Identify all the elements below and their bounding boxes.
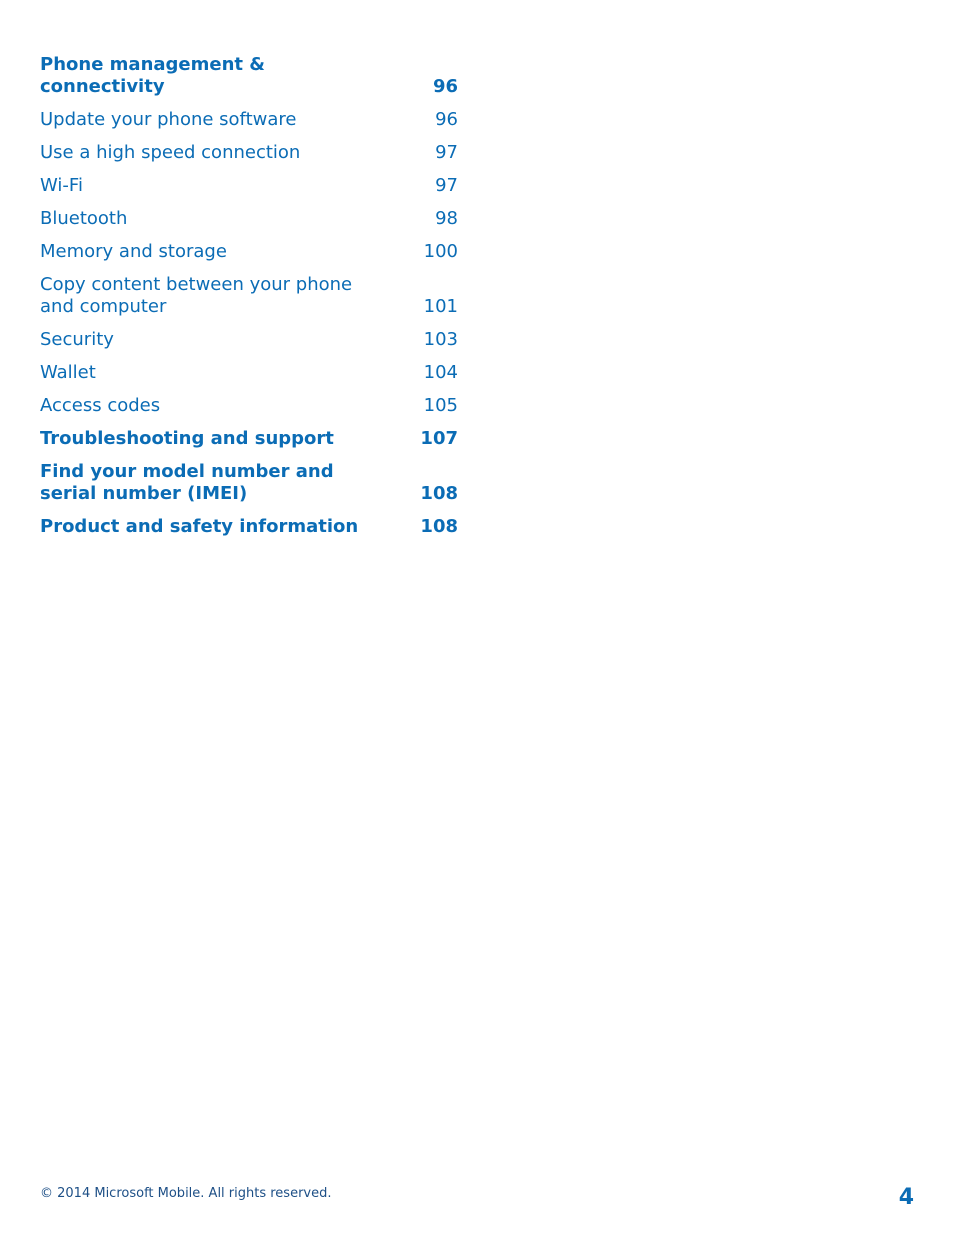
- page-number: 4: [898, 1185, 914, 1210]
- toc-entry-wallet[interactable]: [40, 362, 458, 395]
- toc-entry-troubleshooting[interactable]: [40, 428, 458, 461]
- toc-entry-title: Bluetooth: [40, 208, 128, 229]
- toc-entry-bluetooth[interactable]: [40, 208, 458, 241]
- footer-copyright: © 2014 Microsoft Mobile. All rights reserved.: [40, 1186, 332, 1201]
- toc-entry-title: Update your phone software: [40, 109, 297, 130]
- toc-entry-product-safety[interactable]: [40, 516, 458, 549]
- toc-entry-phone-management[interactable]: [40, 54, 458, 109]
- toc-entry-wifi[interactable]: [40, 175, 458, 208]
- toc-entry-title: Wi-Fi: [40, 175, 83, 196]
- toc-entry-high-speed-connection[interactable]: [40, 142, 458, 175]
- toc-entry-page: 103: [423, 329, 458, 350]
- toc-entry-title: Access codes: [40, 395, 161, 416]
- toc-entry-title: Copy content between your phone and computer: [40, 274, 353, 317]
- toc-entry-title: Troubleshooting and support: [40, 428, 334, 449]
- toc-entry-access-codes[interactable]: [40, 395, 458, 428]
- toc-entry-title: Find your model number and serial number (IMEI): [40, 461, 334, 504]
- toc-entry-page: 96: [435, 109, 458, 130]
- toc-entry-title: Memory and storage: [40, 241, 227, 262]
- toc-entry-page: 96: [432, 76, 458, 97]
- toc-entry-page: 108: [420, 483, 458, 504]
- toc-entry-page: 105: [423, 395, 458, 416]
- toc-entry-page: 97: [435, 142, 458, 163]
- toc-entry-model-number[interactable]: [40, 461, 458, 516]
- toc-entry-page: 98: [435, 208, 458, 229]
- toc-entry-page: 108: [420, 516, 458, 537]
- toc-entry-memory-storage[interactable]: [40, 241, 458, 274]
- toc-entry-title: Wallet: [40, 362, 96, 383]
- toc-entry-page: 97: [435, 175, 458, 196]
- toc-entry-page: 100: [423, 241, 458, 262]
- table-of-contents: [40, 54, 458, 549]
- toc-entry-title: Phone management & connectivity: [40, 54, 265, 97]
- toc-entry-page: 101: [423, 296, 458, 317]
- toc-entry-title: Security: [40, 329, 114, 350]
- toc-entry-security[interactable]: [40, 329, 458, 362]
- toc-entry-update-software[interactable]: [40, 109, 458, 142]
- toc-entry-title: Use a high speed connection: [40, 142, 301, 163]
- toc-entry-page: 104: [423, 362, 458, 383]
- toc-entry-title: Product and safety information: [40, 516, 359, 537]
- toc-entry-copy-content[interactable]: [40, 274, 458, 329]
- toc-entry-page: 107: [420, 428, 458, 449]
